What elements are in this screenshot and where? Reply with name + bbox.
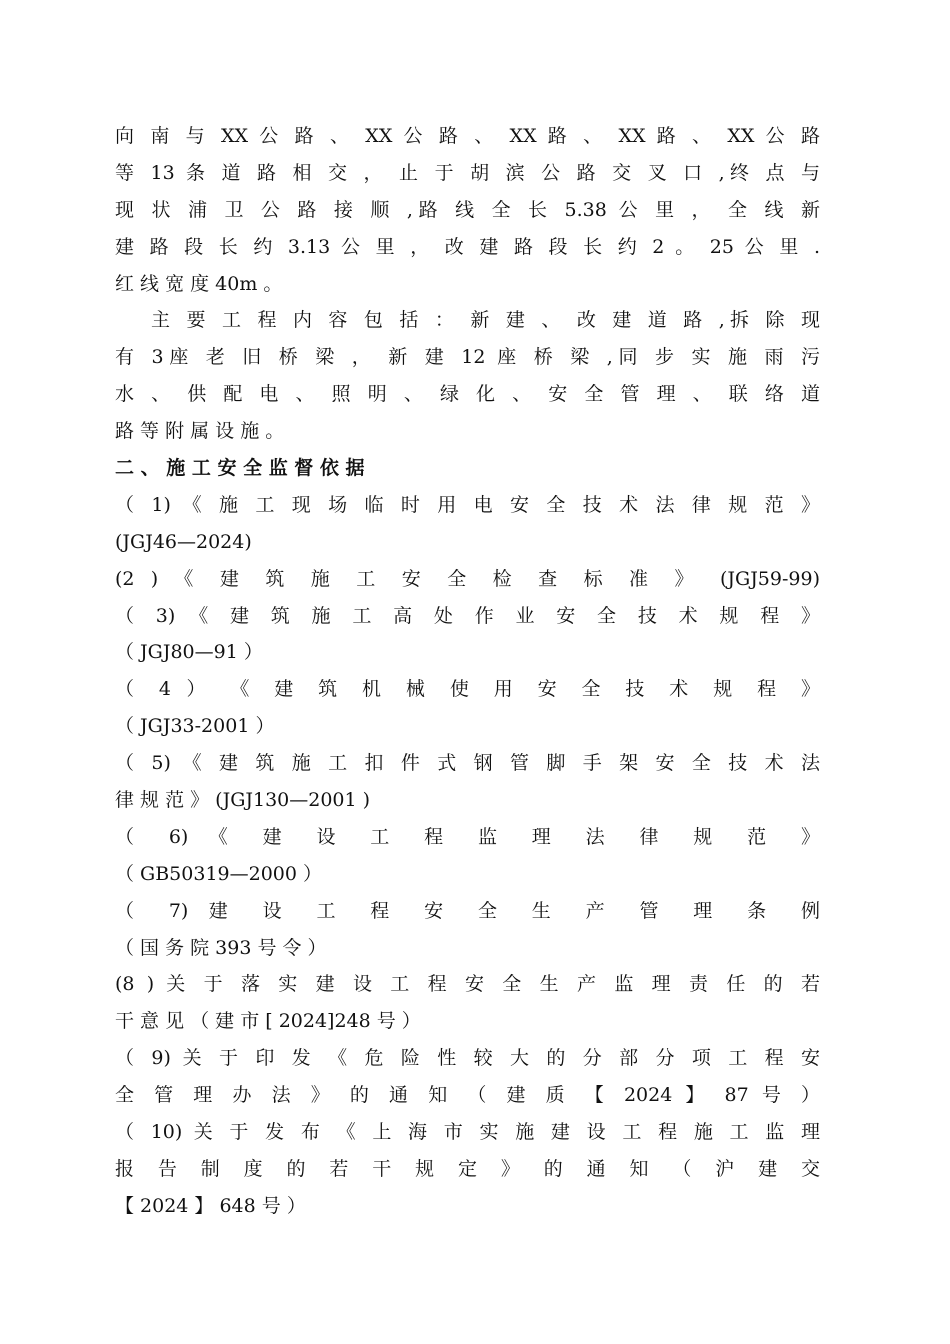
document-body (115, 118, 820, 1225)
reference-item: （ 4 ） 《 建 筑 机 械 使 用 安 全 技 术 规 程 》 (115, 678, 820, 701)
body-line: 等 13 条 道 路 相 交 ， 止 于 胡 滨 公 路 交 叉 口 ,终 点 与 (115, 161, 820, 184)
reference-item: （ 国 务 院 393 号 令 ） (115, 936, 327, 959)
reference-item: 报 告 制 度 的 若 干 规 定 》 的 通 知 （ 沪 建 交 (115, 1157, 820, 1180)
paragraph-first-line: 主 要 工 程 内 容 包 括 ： 新 建 、 改 建 道 路 ,拆 除 现 (151, 309, 820, 332)
body-line: 建 路 段 长 约 3.13 公 里 ， 改 建 路 段 长 约 2 。 25 公 里 . (115, 235, 820, 258)
body-line: 向 南 与 XX 公 路 、 XX 公 路 、 XX 路 、 XX 路 、 XX 公 路 (115, 125, 820, 147)
reference-item: （ 5) 《 建 筑 施 工 扣 件 式 钢 管 脚 手 架 安 全 技 术 法 (115, 752, 820, 775)
reference-item: （ 3) 《 建 筑 施 工 高 处 作 业 安 全 技 术 规 程 》 (115, 604, 820, 627)
reference-item: 律 规 范 》 (JGJ130—2001 ) (115, 789, 371, 812)
reference-item: （ 7) 建 设 工 程 安 全 生 产 管 理 条 例 (115, 899, 820, 922)
reference-item: (JGJ46—2024) (115, 530, 252, 553)
reference-item: （ JGJ33-2001 ） (115, 715, 275, 738)
reference-item: （ GB50319—2000 ） (115, 862, 323, 885)
reference-item: （ 9) 关 于 印 发 《 危 险 性 较 大 的 分 部 分 项 工 程 安 (115, 1047, 820, 1070)
reference-item: （ 6) 《 建 设 工 程 监 理 法 律 规 范 》 (115, 825, 820, 848)
reference-item: （ 1) 《 施 工 现 场 临 时 用 电 安 全 技 术 法 律 规 范 》 (115, 493, 820, 516)
reference-item: 【 2024 】 648 号 ） (115, 1194, 306, 1217)
body-line: 路 等 附 属 设 施 。 (115, 420, 285, 443)
reference-item: 干 意 见 （ 建 市 [ 2024]248 号 ） (115, 1010, 421, 1033)
reference-item: （ JGJ80—91 ） (115, 641, 263, 664)
section-heading: 二 、 施 工 安 全 监 督 依 据 (115, 457, 365, 480)
body-line: 红 线 宽 度 40m 。 (115, 272, 283, 295)
reference-item: (8 ) 关 于 落 实 建 设 工 程 安 全 生 产 监 理 责 任 的 若 (115, 973, 820, 996)
reference-item: (2 ) 《 建 筑 施 工 安 全 检 查 标 准 》 (JGJ59-99) (115, 567, 820, 590)
body-line: 水 、 供 配 电 、 照 明 、 绿 化 、 安 全 管 理 、 联 络 道 (115, 383, 820, 406)
reference-item: （ 10) 关 于 发 布 《 上 海 市 实 施 建 设 工 程 施 工 监 理 (115, 1121, 820, 1144)
body-line: 有 3座 老 旧 桥 梁 ， 新 建 12 座 桥 梁 ,同 步 实 施 雨 污 (115, 346, 820, 369)
body-line: 现 状 浦 卫 公 路 接 顺 ,路 线 全 长 5.38 公 里 ， 全 线 新 (115, 198, 820, 221)
reference-item: 全 管 理 办 法 》 的 通 知 （ 建 质 【 2024 】 87 号 ） (115, 1084, 820, 1107)
